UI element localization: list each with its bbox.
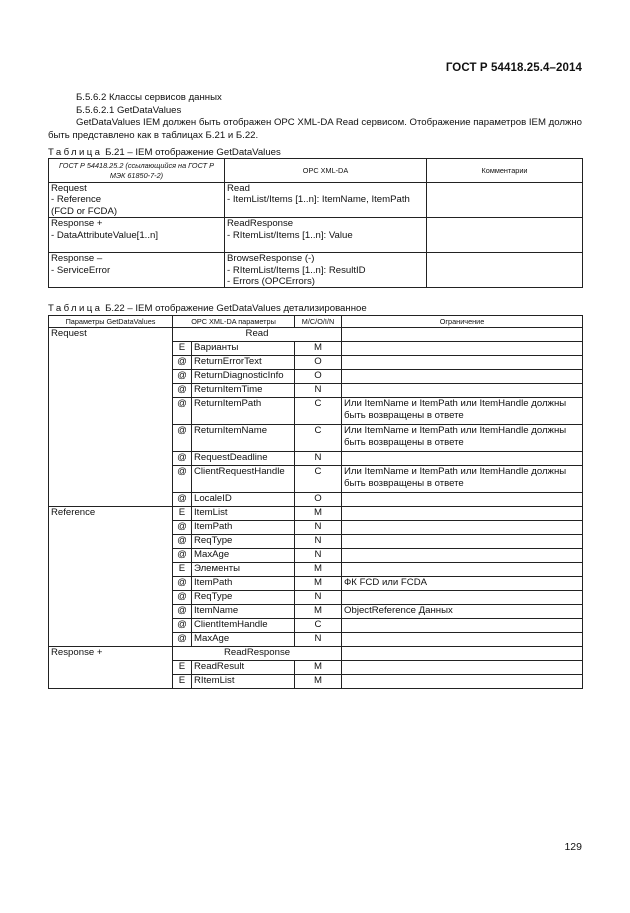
table-row	[49, 218, 583, 253]
type-symbol: @	[173, 549, 192, 563]
table-header-row	[49, 316, 583, 328]
requirement-code: M	[295, 605, 342, 619]
table-cell: Read - ItemList/Items [1..n]: ItemName, ItemPath	[225, 183, 427, 218]
table-21-caption	[48, 147, 281, 158]
requirement-code: M	[295, 661, 342, 675]
constraint-text	[342, 675, 583, 689]
constraint-text	[342, 591, 583, 605]
constraint-text	[342, 370, 583, 384]
type-symbol: @	[173, 356, 192, 370]
parameter-name: Варианты	[192, 342, 295, 356]
table-cell	[427, 253, 583, 288]
column-header: M/C/O/I/N	[295, 316, 342, 328]
type-symbol: E	[173, 675, 192, 689]
constraint-text	[342, 633, 583, 647]
parameter-name: RequestDeadline	[192, 452, 295, 466]
requirement-code: M	[295, 507, 342, 521]
type-symbol: @	[173, 425, 192, 452]
requirement-code: N	[295, 452, 342, 466]
table-cell: Response + - DataAttributeValue[1..n]	[49, 218, 225, 253]
parameter-name: ItemPath	[192, 521, 295, 535]
parameter-name: ItemName	[192, 605, 295, 619]
parameter-name: MaxAge	[192, 549, 295, 563]
column-header: Комментарии	[427, 159, 583, 183]
parameter-name: ItemPath	[192, 577, 295, 591]
type-symbol: E	[173, 661, 192, 675]
constraint-text: ObjectReference Данных	[342, 605, 583, 619]
parameter-name: ItemList	[192, 507, 295, 521]
caption-word: Таблица	[48, 303, 103, 314]
page-number: 129	[564, 841, 582, 853]
group-title-row	[49, 647, 583, 661]
group-title: Read	[173, 328, 342, 342]
requirement-code: N	[295, 549, 342, 563]
table-row	[49, 183, 583, 218]
caption-text: Б.21 – IEM отображение GetDataValues	[102, 147, 281, 158]
constraint-text	[342, 452, 583, 466]
requirement-code: M	[295, 675, 342, 689]
table-cell: Response – - ServiceError	[49, 253, 225, 288]
section-heading: Б.5.6.2 Классы сервисов данных	[76, 92, 222, 103]
constraint-text	[342, 356, 583, 370]
type-symbol: @	[173, 535, 192, 549]
type-symbol: @	[173, 577, 192, 591]
type-symbol: @	[173, 591, 192, 605]
type-symbol: @	[173, 521, 192, 535]
requirement-code: N	[295, 591, 342, 605]
table-header-row	[49, 159, 583, 183]
group-label: Response +	[49, 647, 173, 689]
type-symbol: @	[173, 452, 192, 466]
table-cell: BrowseResponse (-) - RItemList/Items [1..n]: ResultID - Errors (OPCErrors)	[225, 253, 427, 288]
intro-section	[48, 92, 582, 142]
type-symbol: E	[173, 342, 192, 356]
group-label: Request	[49, 328, 173, 507]
table-cell	[427, 218, 583, 253]
parameter-name: Элементы	[192, 563, 295, 577]
type-symbol: @	[173, 384, 192, 398]
requirement-code: M	[295, 577, 342, 591]
constraint-text	[342, 619, 583, 633]
constraint-text: Или ItemName и ItemPath или ItemHandle должны быть возвращены в ответе	[342, 425, 583, 452]
parameter-name: ReqType	[192, 535, 295, 549]
limit-cell	[342, 328, 583, 342]
constraint-text: ФК FCD или FCDA	[342, 577, 583, 591]
constraint-text	[342, 535, 583, 549]
parameter-name: ReturnItemPath	[192, 398, 295, 425]
requirement-code: C	[295, 619, 342, 633]
group-label: Reference	[49, 507, 173, 647]
parameter-name: ReqType	[192, 591, 295, 605]
constraint-text: Или ItemName и ItemPath или ItemHandle должны быть возвращены в ответе	[342, 466, 583, 493]
type-symbol: @	[173, 370, 192, 384]
parameter-name: LocaleID	[192, 493, 295, 507]
constraint-text	[342, 342, 583, 356]
requirement-code: O	[295, 356, 342, 370]
requirement-code: N	[295, 633, 342, 647]
requirement-code: M	[295, 342, 342, 356]
intro-paragraph: GetDataValues IEM должен быть отображен OPC XML-DA Read сервисом. Отображение параметров IEM должно быть представлено как в таблицах Б.21 и Б.22.	[48, 117, 582, 141]
constraint-text: Или ItemName и ItemPath или ItemHandle должны быть возвращены в ответе	[342, 398, 583, 425]
parameter-name: ClientItemHandle	[192, 619, 295, 633]
column-header: OPC XML-DA	[225, 159, 427, 183]
requirement-code: N	[295, 384, 342, 398]
parameter-name: ReturnDiagnosticInfo	[192, 370, 295, 384]
parameter-name: ReturnItemTime	[192, 384, 295, 398]
caption-text: Б.22 – IEM отображение GetDataValues детализированное	[102, 303, 367, 314]
group-title-row	[49, 328, 583, 342]
table-row	[49, 507, 583, 521]
table-21	[48, 158, 583, 288]
parameter-name: MaxAge	[192, 633, 295, 647]
constraint-text	[342, 384, 583, 398]
subsection-heading: Б.5.6.2.1 GetDataValues	[76, 104, 182, 116]
parameter-name: ReturnItemName	[192, 425, 295, 452]
constraint-text	[342, 549, 583, 563]
parameter-name: ReadResult	[192, 661, 295, 675]
constraint-text	[342, 661, 583, 675]
column-header: ГОСТ Р 54418.25.2 (ссылающийся на ГОСТ Р МЭК 61850-7-2)	[49, 159, 225, 183]
column-header: Параметры GetDataValues	[49, 316, 173, 328]
column-header: OPC XML-DA параметры	[173, 316, 295, 328]
requirement-code: O	[295, 493, 342, 507]
document-header: ГОСТ Р 54418.25.4–2014	[445, 62, 582, 74]
type-symbol: @	[173, 466, 192, 493]
requirement-code: M	[295, 563, 342, 577]
table-22	[48, 315, 583, 689]
type-symbol: E	[173, 507, 192, 521]
caption-word: Таблица	[48, 147, 103, 158]
type-symbol: E	[173, 563, 192, 577]
limit-cell	[342, 647, 583, 661]
type-symbol: @	[173, 398, 192, 425]
table-22-caption	[48, 303, 367, 314]
type-symbol: @	[173, 633, 192, 647]
constraint-text	[342, 521, 583, 535]
table-row	[49, 253, 583, 288]
constraint-text	[342, 493, 583, 507]
requirement-code: O	[295, 370, 342, 384]
parameter-name: RItemList	[192, 675, 295, 689]
group-title: ReadResponse	[173, 647, 342, 661]
requirement-code: N	[295, 521, 342, 535]
parameter-name: ClientRequestHandle	[192, 466, 295, 493]
constraint-text	[342, 563, 583, 577]
requirement-code: C	[295, 398, 342, 425]
type-symbol: @	[173, 619, 192, 633]
type-symbol: @	[173, 605, 192, 619]
type-symbol: @	[173, 493, 192, 507]
table-cell	[427, 183, 583, 218]
requirement-code: C	[295, 466, 342, 493]
requirement-code: N	[295, 535, 342, 549]
table-cell: Request - Reference (FCD or FCDA)	[49, 183, 225, 218]
table-cell: ReadResponse - RItemList/Items [1..n]: Value	[225, 218, 427, 253]
parameter-name: ReturnErrorText	[192, 356, 295, 370]
constraint-text	[342, 507, 583, 521]
column-header: Ограничение	[342, 316, 583, 328]
requirement-code: C	[295, 425, 342, 452]
